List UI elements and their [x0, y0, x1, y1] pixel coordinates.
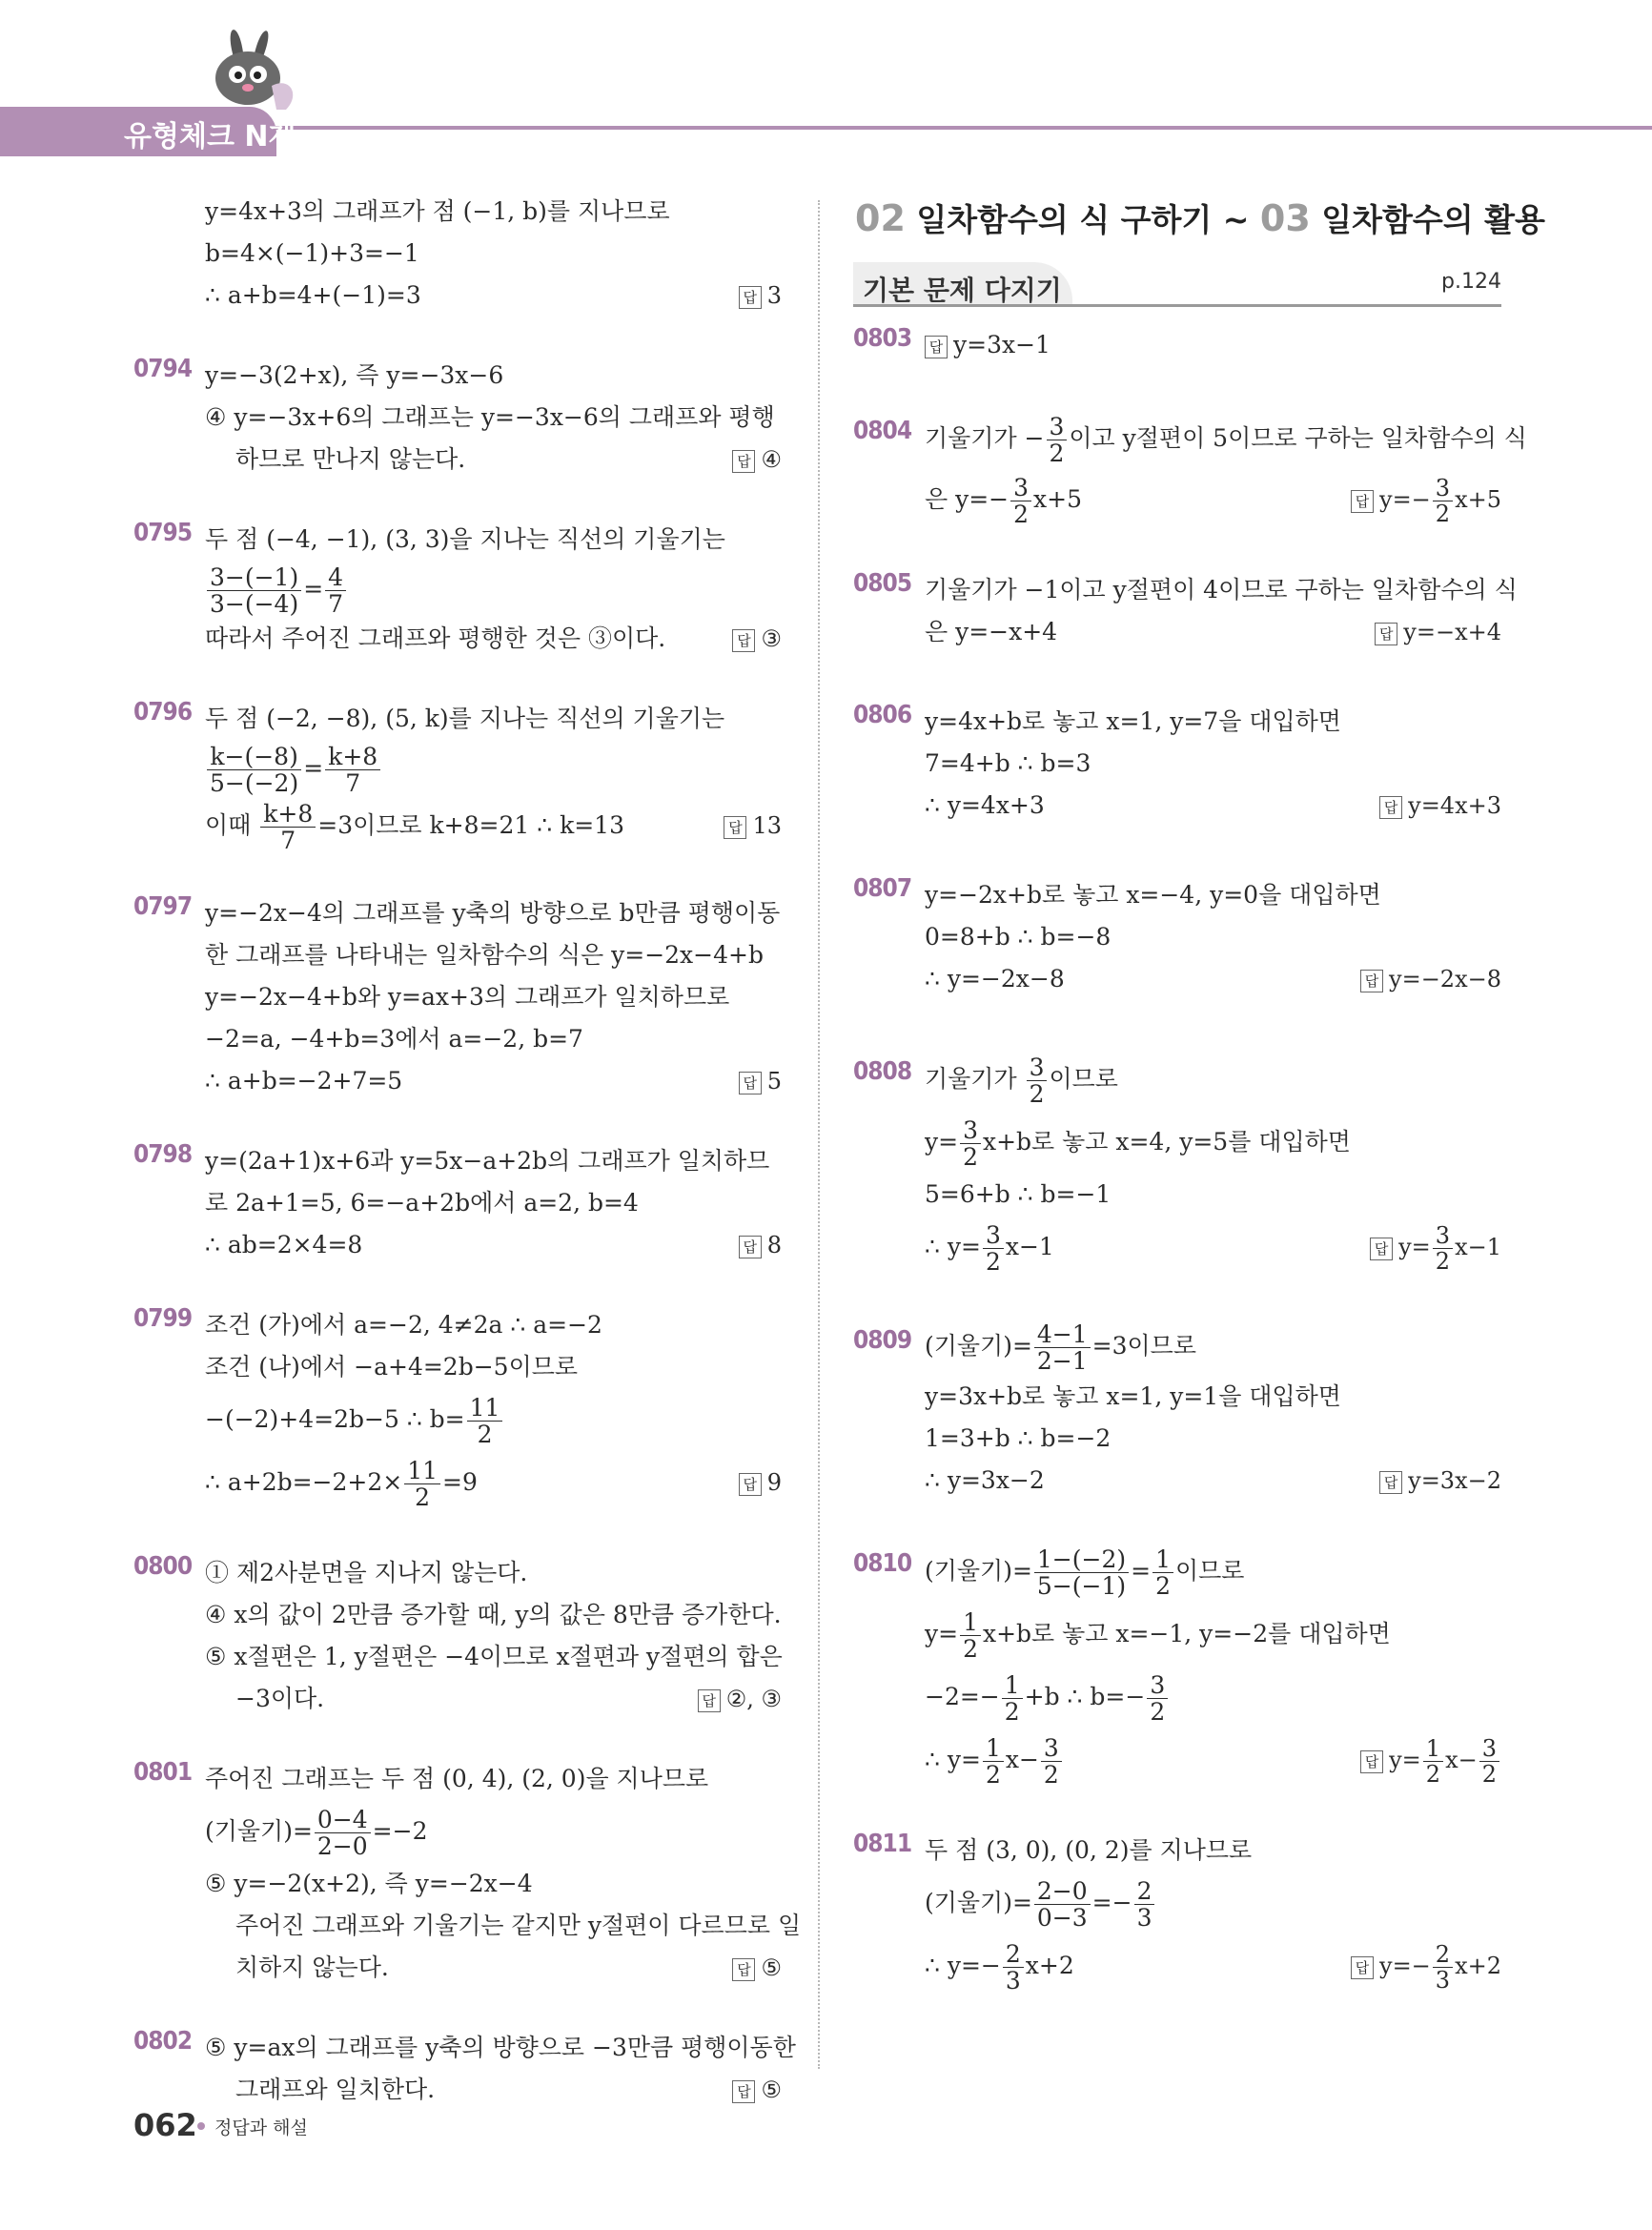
solution-line: (기울기)= $\frac{4-1}{2-1}$ =3이므로: [925, 1320, 1196, 1375]
problem-0802: [133, 2027, 796, 2111]
solution-line: 이때 $\frac{k+8}{7}$ =3이므로 k+8=21 ∴ k=13 답 13: [205, 797, 782, 854]
solution-line: ④ y=−3x+6의 그래프는 y=−3x−6의 그래프와 평행: [205, 403, 775, 431]
fraction: $\frac{k+8}{7}$: [325, 744, 380, 797]
problem-number: 0799: [133, 1304, 193, 1333]
fraction-line: $\frac{k-(-8)}{5-(-2)}$ = $\frac{k+8}{7}$: [205, 740, 782, 797]
solution-line: −2=a, −4+b=3에서 a=−2, b=7: [205, 1025, 583, 1053]
problem-0806: [853, 701, 1501, 827]
fraction: $\frac{3}{2}$: [1433, 476, 1453, 527]
solution-line: y= $\frac{3}{2}$ x+b로 놓고 x=4, y=5를 대입하면: [925, 1115, 1351, 1171]
answer-mark-icon: 답: [739, 1072, 762, 1095]
solution-line: ∴ a+b=4+(−1)=3 답 3: [205, 275, 782, 317]
answer-mark-icon: 답: [724, 816, 746, 839]
fraction: $\frac{2}{3}$: [1433, 1942, 1453, 1994]
problem-number: 0807: [853, 874, 912, 903]
problem-number: 0798: [133, 1140, 193, 1169]
fraction: $\frac{4}{7}$: [325, 564, 346, 618]
fraction: $\frac{k-(-8)}{5-(-2)}$: [207, 744, 301, 797]
answer: 답 5: [739, 1060, 782, 1102]
fraction: $\frac{0-4}{2-0}$: [315, 1807, 371, 1860]
solution-line: −2=− $\frac{1}{2}$ +b ∴ b=− $\frac{3}{2}$: [925, 1666, 1501, 1729]
answer: 답 y=3x−1: [925, 324, 1501, 366]
solution-line: 하므로 만나지 않는다. 답 ④: [205, 439, 782, 481]
fraction: $\frac{3}{2}$: [1433, 1223, 1453, 1275]
solution-line: 두 점 (−2, −8), (5, k)를 지나는 직선의 기울기는: [205, 705, 725, 732]
problem-number: 0809: [853, 1326, 912, 1355]
solution-line: 기울기가 − $\frac{3}{2}$ 이고 y절편이 5이므로 구하는 일차함수의 식: [925, 412, 1527, 467]
answer: 답 y=−2x−8: [1360, 958, 1501, 1000]
solution-line: (기울기)= $\frac{1-(-2)}{5-(-1)}$ = $\frac{1}{2}$ 이므로: [925, 1545, 1245, 1600]
solution-line: 두 점 (3, 0), (0, 2)를 지나므로: [925, 1836, 1253, 1864]
solution-line: y=(2a+1)x+6과 y=5x−a+2b의 그래프가 일치하므: [205, 1147, 770, 1175]
solution-line: 기울기가 $\frac{3}{2}$ 이므로: [925, 1053, 1118, 1108]
answer: 답 ②, ③: [698, 1678, 782, 1720]
fraction: $\frac{3}{2}$: [1479, 1736, 1499, 1788]
solution-line: y=−2x−4+b와 y=ax+3의 그래프가 일치하므로: [205, 983, 730, 1011]
answer-mark-icon: 답: [739, 1236, 762, 1258]
solution-line: y=3x+b로 놓고 x=1, y=1을 대입하면: [925, 1382, 1341, 1410]
header-rule: [267, 126, 1652, 130]
answer-mark-icon: 답: [1360, 970, 1383, 992]
footer-label: 정답과 해설: [214, 2117, 308, 2138]
fraction: $\frac{2}{3}$: [1134, 1878, 1155, 1932]
fraction: $\frac{4-1}{2-1}$: [1034, 1321, 1091, 1375]
fraction: $\frac{1}{2}$: [983, 1735, 1004, 1789]
solution-line: ∴ y=4x+3 답 y=4x+3: [925, 785, 1501, 827]
column-divider: [818, 200, 820, 2069]
problem-0797: [133, 892, 782, 1102]
problem-0808: [853, 1048, 1501, 1279]
answer-mark-icon: 답: [1351, 1956, 1374, 1979]
fraction: $\frac{3}{2}$: [1027, 1054, 1048, 1108]
solution-line: 0=8+b ∴ b=−8: [925, 923, 1112, 951]
footer-bullet-icon: [197, 2122, 205, 2130]
solution-line: y=4x+3의 그래프가 점 (−1, b)를 지나므로: [205, 197, 670, 225]
fraction: $\frac{1-(-2)}{5-(-1)}$: [1034, 1546, 1129, 1600]
answer-mark-icon: 답: [925, 336, 948, 358]
solution-line: 1=3+b ∴ b=−2: [925, 1424, 1112, 1452]
solution-line: 두 점 (−4, −1), (3, 3)을 지나는 직선의 기울기는: [205, 525, 725, 553]
fraction: $\frac{11}{2}$: [467, 1395, 503, 1448]
solution-line: ∴ a+b=−2+7=5 답 5: [205, 1060, 782, 1102]
fraction: $\frac{k+8}{7}$: [260, 801, 316, 854]
solution-line: 치하지 않는다. 답 ⑤: [205, 1947, 782, 1989]
problem-number: 0808: [853, 1057, 912, 1086]
problem-0796: [133, 698, 782, 854]
solution-line: y=−2x−4의 그래프를 y축의 방향으로 b만큼 평행이동: [205, 899, 781, 927]
problem-number: 0795: [133, 519, 193, 547]
answer: 답 ③: [732, 618, 782, 660]
fraction-line: $\frac{3-(-1)}{3-(-4)}$ = $\frac{4}{7}$: [205, 561, 782, 618]
fraction: $\frac{1}{2}$: [1423, 1736, 1443, 1788]
fraction: $\frac{3}{2}$: [1047, 414, 1068, 467]
right-column: [853, 324, 1527, 2036]
solution-line: −(−2)+4=2b−5 ∴ b= $\frac{11}{2}$: [205, 1388, 782, 1451]
fraction: $\frac{1}{2}$: [1152, 1546, 1173, 1600]
left-column: [133, 191, 802, 2149]
solution-line: ∴ y=− $\frac{2}{3}$ x+2 답 y=− $\frac{2}{3}$ x+2: [925, 1934, 1501, 1997]
solution-line: 은 y=− $\frac{3}{2}$ x+5 답 y=− $\frac{3}{2}$ x+5: [925, 468, 1501, 531]
answer: 답 y= $\frac{3}{2}$ x−1: [1370, 1216, 1501, 1279]
problem-0811: [853, 1830, 1501, 1997]
subsection-title: 기본 문제 다지기: [863, 275, 1062, 306]
page-number: 062: [133, 2107, 197, 2143]
problem-number: 0806: [853, 701, 912, 729]
solution-line: y=−3(2+x), 즉 y=−3x−6: [205, 361, 504, 389]
solution-line: ① 제2사분면을 지나지 않는다.: [205, 1559, 528, 1586]
fraction: $\frac{2}{3}$: [1003, 1941, 1024, 1995]
answer: 답 ④: [732, 439, 782, 481]
answer: 답 13: [724, 797, 782, 854]
problem-number: 0811: [853, 1830, 912, 1858]
answer-mark-icon: 답: [1360, 1750, 1383, 1773]
problem-number: 0804: [853, 417, 912, 445]
answer-mark-icon: 답: [1379, 796, 1402, 819]
problem-0794: [133, 355, 782, 481]
answer: 답 ⑤: [732, 2069, 782, 2111]
answer-mark-icon: 답: [698, 1689, 721, 1712]
answer: 답 y=3x−2: [1379, 1460, 1501, 1502]
problem-0805: [853, 569, 1518, 653]
solution-line: y=−2x+b로 놓고 x=−4, y=0을 대입하면: [925, 881, 1381, 909]
problem-0799: [133, 1304, 782, 1514]
rabbit-mascot-icon: [195, 19, 300, 124]
solution-line: 5=6+b ∴ b=−1: [925, 1180, 1112, 1208]
solution-line: ∴ a+2b=−2+2× $\frac{11}{2}$ =9 답 9: [205, 1451, 782, 1514]
solution-line: ∴ y= $\frac{3}{2}$ x−1 답 y= $\frac{3}{2}$ x−1: [925, 1216, 1501, 1279]
solution-line: ⑤ y=ax의 그래프를 y축의 방향으로 −3만큼 평행이동한: [205, 2034, 796, 2061]
solution-line: 조건 (나)에서 −a+4=2b−5이므로: [205, 1353, 579, 1381]
solution-line: 은 y=−x+4 답 y=−x+4: [925, 611, 1501, 653]
answer-mark-icon: 답: [1379, 1471, 1402, 1494]
problem-0801: [133, 1758, 802, 1989]
answer: 답 8: [739, 1224, 782, 1266]
solution-line: b=4×(−1)+3=−1: [205, 239, 419, 267]
solution-line: ∴ y=3x−2 답 y=3x−2: [925, 1460, 1501, 1502]
solution-line: 기울기가 −1이고 y절편이 4이므로 구하는 일차함수의 식: [925, 576, 1518, 604]
answer: 답 ⑤: [732, 1947, 782, 1989]
solution-line: (기울기)= $\frac{2-0}{0-3}$ =− $\frac{2}{3}$: [925, 1872, 1501, 1934]
fraction: $\frac{3-(-1)}{3-(-4)}$: [207, 564, 301, 618]
fraction: $\frac{1}{2}$: [960, 1609, 981, 1663]
problem-0809: [853, 1317, 1501, 1502]
problem-0793-cont: [133, 191, 782, 317]
answer-mark-icon: 답: [1375, 623, 1397, 645]
solution-line: y= $\frac{1}{2}$ x+b로 놓고 x=−1, y=−2를 대입하면: [925, 1607, 1391, 1663]
answer: 답 y=− $\frac{3}{2}$ x+5: [1351, 468, 1501, 531]
answer-mark-icon: 답: [732, 450, 755, 473]
answer-mark-icon: 답: [1351, 490, 1374, 513]
fraction: $\frac{1}{2}$: [1002, 1672, 1023, 1726]
solution-line: 따라서 주어진 그래프와 평행한 것은 ③이다. 답 ③: [205, 618, 782, 660]
solution-line: y=4x+b로 놓고 x=1, y=7을 대입하면: [925, 707, 1341, 735]
answer: 답 y=−x+4: [1375, 611, 1501, 653]
problem-0804: [853, 409, 1527, 531]
answer-mark-icon: 답: [1370, 1238, 1393, 1260]
solution-line: ⑤ y=−2(x+2), 즉 y=−2x−4: [205, 1870, 533, 1897]
fraction: $\frac{3}{2}$: [1010, 475, 1031, 528]
section-title: 02 일차함수의 식 구하기 ~ 03 일차함수의 활용: [855, 197, 1545, 239]
fraction: $\frac{3}{2}$: [1147, 1672, 1168, 1726]
answer-mark-icon: 답: [739, 1473, 762, 1496]
problem-number: 0803: [853, 324, 912, 353]
answer: 답 y= $\frac{1}{2}$ x− $\frac{3}{2}$: [1360, 1729, 1501, 1791]
solution-line: ∴ ab=2×4=8 답 8: [205, 1224, 782, 1266]
problem-number: 0805: [853, 569, 912, 598]
answer: 답 3: [739, 275, 782, 317]
problem-number: 0794: [133, 355, 193, 383]
solution-line: ∴ y= $\frac{1}{2}$ x− $\frac{3}{2}$ 답 y= $\frac{1}{2}$ x− $\frac{3}{2}$: [925, 1729, 1501, 1791]
answer: 답 y=4x+3: [1379, 785, 1501, 827]
page-reference: p.124: [1441, 270, 1501, 294]
fraction: $\frac{11}{2}$: [404, 1458, 440, 1511]
header-title: 유형체크 N제: [124, 120, 296, 153]
answer-mark-icon: 답: [732, 629, 755, 652]
solution-line: 주어진 그래프와 기울기는 같지만 y절편이 다르므로 일: [235, 1912, 802, 1939]
subsection-tab: [853, 262, 1501, 310]
problem-0795: [133, 519, 782, 660]
solution-line: 7=4+b ∴ b=3: [925, 749, 1091, 777]
problem-0807: [853, 874, 1501, 1000]
fraction: $\frac{2-0}{0-3}$: [1034, 1878, 1091, 1932]
problem-0800: [133, 1552, 782, 1720]
solution-line: 조건 (가)에서 a=−2, 4≠2a ∴ a=−2: [205, 1311, 602, 1339]
problem-number: 0810: [853, 1549, 912, 1578]
problem-number: 0796: [133, 698, 193, 726]
problem-number: 0797: [133, 892, 193, 921]
problem-number: 0802: [133, 2027, 193, 2056]
solution-line: ∴ y=−2x−8 답 y=−2x−8: [925, 958, 1501, 1000]
answer: 답 y=− $\frac{2}{3}$ x+2: [1351, 1934, 1501, 1997]
answer-mark-icon: 답: [739, 286, 762, 309]
fraction: $\frac{3}{2}$: [983, 1222, 1004, 1276]
solution-line: −3이다. 답 ②, ③: [205, 1678, 782, 1720]
solution-line: 로 2a+1=5, 6=−a+2b에서 a=2, b=4: [205, 1189, 639, 1217]
solution-line: 그래프와 일치한다. 답 ⑤: [205, 2069, 782, 2111]
solution-line: 한 그래프를 나타내는 일차함수의 식은 y=−2x−4+b: [205, 941, 764, 969]
problem-0803: [853, 324, 1501, 366]
solution-line: ⑤ x절편은 1, y절편은 −4이므로 x절편과 y절편의 합은: [205, 1643, 783, 1670]
fraction: $\frac{3}{2}$: [960, 1117, 981, 1171]
problem-0810: [853, 1540, 1501, 1791]
problem-number: 0801: [133, 1758, 193, 1787]
answer-mark-icon: 답: [732, 2080, 755, 2103]
problem-number: 0800: [133, 1552, 193, 1581]
solution-line: 주어진 그래프는 두 점 (0, 4), (2, 0)을 지나므로: [205, 1765, 709, 1792]
fraction: $\frac{3}{2}$: [1041, 1735, 1062, 1789]
solution-line: (기울기)= $\frac{0-4}{2-0}$ =−2: [205, 1805, 428, 1860]
solution-line: ④ x의 값이 2만큼 증가할 때, y의 값은 8만큼 증가한다.: [205, 1601, 782, 1628]
problem-0798: [133, 1140, 782, 1266]
answer-mark-icon: 답: [732, 1958, 755, 1981]
answer: 답 9: [739, 1451, 782, 1514]
